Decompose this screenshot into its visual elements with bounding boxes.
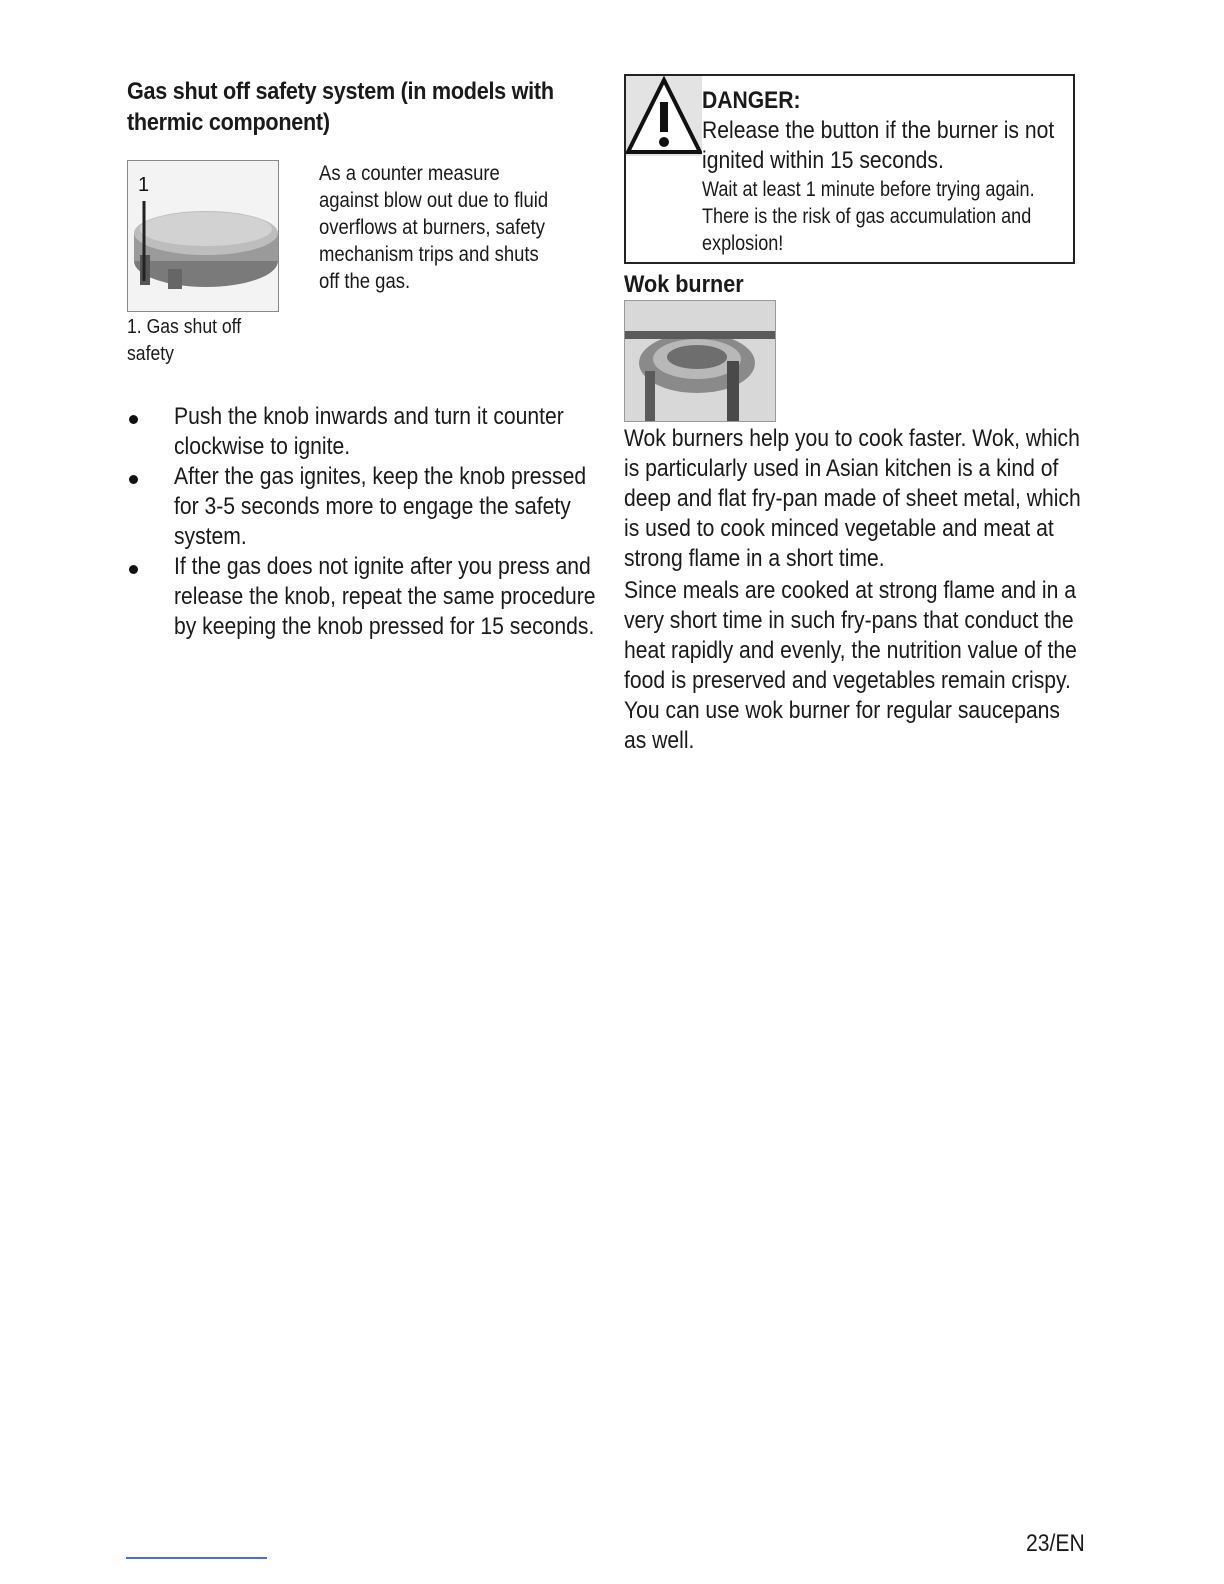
callout-number: 1 xyxy=(138,174,150,196)
page-number: 23/EN xyxy=(1026,1530,1085,1557)
danger-main-text: Release the button if the burner is not ignited within 15 seconds. xyxy=(702,117,1055,174)
figure-description: As a counter measure against blow out due to fluid overflows at burners, safety mechanism trips and shuts off the gas. xyxy=(319,162,549,293)
section-title: Gas shut off safety system (in models with thermic component) xyxy=(127,78,554,136)
wok-description-1: Wok burners help you to cook faster. Wok, which is particularly used in Asian kitchen is a kind of deep and flat fry-pan made of sheet metal, which is used to cook minced vegetable and meat at strong flame in a short time. xyxy=(624,425,1081,572)
danger-heading: DANGER: xyxy=(702,87,801,114)
wok-description-2: Since meals are cooked at strong flame and in a very short time in such fry-pans that conduct the heat rapidly and evenly, the nutrition value of the food is preserved and vegetables remain crispy. You can use wok burner for regular saucepans as well. xyxy=(624,577,1077,754)
warning-triangle-icon xyxy=(626,76,702,156)
left-column xyxy=(127,76,597,642)
danger-text xyxy=(702,86,1092,257)
figure-row xyxy=(127,160,597,380)
burner-illustration xyxy=(128,161,278,311)
bullet-icon xyxy=(129,415,138,424)
footer-rule xyxy=(126,1557,267,1559)
bullet-icon xyxy=(129,475,138,484)
instruction-list xyxy=(127,402,597,642)
wok-burner-illustration xyxy=(625,301,775,421)
list-item: If the gas does not ignite after you press and release the knob, repeat the same procedure by keeping the knob pressed for 15 seconds. xyxy=(127,552,644,642)
burner-figure xyxy=(127,160,279,312)
danger-notice xyxy=(624,74,1075,264)
right-column xyxy=(624,74,1094,756)
list-item: Push the knob inwards and turn it counter clockwise to ignite. xyxy=(127,402,644,462)
figure-caption: 1. Gas shut off safety xyxy=(127,316,242,365)
wok-burner-photo xyxy=(624,300,776,422)
list-item: After the gas ignites, keep the knob pressed for 3-5 seconds more to engage the safety system. xyxy=(127,462,644,552)
danger-sub-text: Wait at least 1 minute before trying again. There is the risk of gas accumulation and explosion! xyxy=(702,178,1035,255)
wok-burner-title: Wok burner xyxy=(624,271,744,298)
bullet-icon xyxy=(129,565,138,574)
